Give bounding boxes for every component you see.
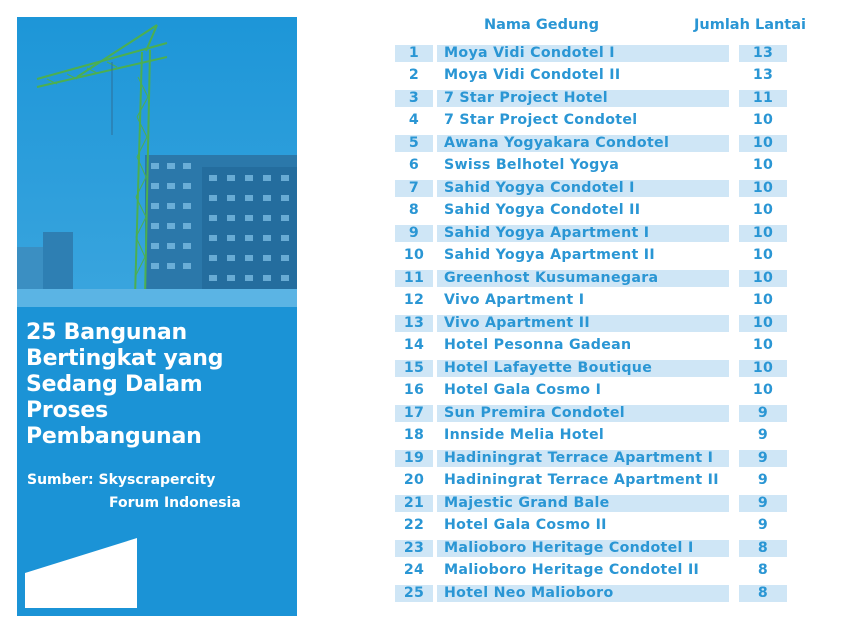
building-name: Hotel Gala Cosmo II bbox=[444, 517, 607, 533]
building-name: Sahid Yogya Apartment II bbox=[444, 247, 655, 263]
building-name: Swiss Belhotel Yogya bbox=[444, 157, 620, 173]
table-row bbox=[395, 312, 795, 335]
floor-count: 9 bbox=[739, 405, 787, 422]
floor-count: 11 bbox=[739, 90, 787, 107]
building-name: Hotel Lafayette Boutique bbox=[437, 360, 729, 377]
floor-count: 9 bbox=[757, 517, 769, 533]
floor-count: 10 bbox=[739, 180, 787, 197]
building-name: Moya Vidi Condotel I bbox=[437, 45, 729, 62]
building-name: Hotel Pesonna Gadean bbox=[444, 337, 632, 353]
table-row bbox=[395, 582, 795, 605]
source-line-2: Forum Indonesia bbox=[109, 495, 241, 511]
table-row bbox=[395, 65, 795, 88]
row-number: 1 bbox=[395, 45, 433, 62]
table-row bbox=[395, 335, 795, 358]
building-name: Awana Yogyakara Condotel bbox=[437, 135, 729, 152]
table-row bbox=[395, 245, 795, 268]
floor-count: 10 bbox=[752, 247, 774, 263]
building-name: Innside Melia Hotel bbox=[444, 427, 605, 443]
building-name: Hotel Neo Malioboro bbox=[437, 585, 729, 602]
row-number: 25 bbox=[395, 585, 433, 602]
row-number: 24 bbox=[403, 562, 425, 578]
floor-count: 10 bbox=[739, 315, 787, 332]
floor-count: 10 bbox=[739, 360, 787, 377]
row-number: 14 bbox=[403, 337, 425, 353]
construction-photo bbox=[17, 17, 297, 307]
row-number: 11 bbox=[395, 270, 433, 287]
row-number: 18 bbox=[403, 427, 425, 443]
floor-count: 13 bbox=[739, 45, 787, 62]
table-row bbox=[395, 200, 795, 223]
building-name: Sahid Yogya Condotel II bbox=[444, 202, 641, 218]
row-number: 12 bbox=[403, 292, 425, 308]
row-number: 8 bbox=[408, 202, 420, 218]
building-name: Hadiningrat Terrace Apartment II bbox=[444, 472, 719, 488]
row-number: 23 bbox=[395, 540, 433, 557]
row-number: 7 bbox=[395, 180, 433, 197]
floor-count: 13 bbox=[752, 67, 774, 83]
row-number: 22 bbox=[403, 517, 425, 533]
building-table bbox=[395, 42, 795, 605]
table-row bbox=[395, 492, 795, 515]
floor-count: 8 bbox=[757, 562, 769, 578]
table-row bbox=[395, 357, 795, 380]
building-name: 7 Star Project Condotel bbox=[444, 112, 638, 128]
building-name: Malioboro Heritage Condotel II bbox=[444, 562, 700, 578]
floor-count: 10 bbox=[752, 292, 774, 308]
row-number: 2 bbox=[408, 67, 420, 83]
table-row bbox=[395, 537, 795, 560]
table-row bbox=[395, 470, 795, 493]
row-number: 20 bbox=[403, 472, 425, 488]
column-header-floors: Jumlah Lantai bbox=[694, 17, 806, 33]
floor-count: 10 bbox=[752, 112, 774, 128]
info-panel bbox=[17, 17, 297, 616]
source-line-1: Sumber: Skyscrapercity bbox=[27, 472, 216, 488]
row-number: 15 bbox=[395, 360, 433, 377]
row-number: 16 bbox=[403, 382, 425, 398]
table-row bbox=[395, 402, 795, 425]
floor-count: 10 bbox=[752, 157, 774, 173]
table-row bbox=[395, 267, 795, 290]
building-name: Vivo Apartment I bbox=[444, 292, 585, 308]
column-header-name: Nama Gedung bbox=[484, 17, 600, 33]
table-row bbox=[395, 222, 795, 245]
building-name: Malioboro Heritage Condotel I bbox=[437, 540, 729, 557]
floor-count: 9 bbox=[757, 427, 769, 443]
building-name: Majestic Grand Bale bbox=[437, 495, 729, 512]
floor-count: 9 bbox=[757, 472, 769, 488]
row-number: 3 bbox=[395, 90, 433, 107]
table-row bbox=[395, 515, 795, 538]
table-row bbox=[395, 425, 795, 448]
row-number: 10 bbox=[403, 247, 425, 263]
row-number: 9 bbox=[395, 225, 433, 242]
floor-count: 9 bbox=[739, 450, 787, 467]
building-name: Sahid Yogya Apartment I bbox=[437, 225, 729, 242]
building-name: Sun Premira Condotel bbox=[437, 405, 729, 422]
building-name: Greenhost Kusumanegara bbox=[437, 270, 729, 287]
table-row bbox=[395, 87, 795, 110]
building-name: Hadiningrat Terrace Apartment I bbox=[437, 450, 729, 467]
row-number: 4 bbox=[408, 112, 420, 128]
table-row bbox=[395, 177, 795, 200]
building-name: 7 Star Project Hotel bbox=[437, 90, 729, 107]
floor-count: 10 bbox=[739, 225, 787, 242]
floor-count: 10 bbox=[752, 382, 774, 398]
row-number: 6 bbox=[408, 157, 420, 173]
panel-title: 25 Bangunan Bertingkat yang Sedang Dalam Proses Pembangunan bbox=[26, 320, 224, 449]
floor-count: 9 bbox=[739, 495, 787, 512]
row-number: 5 bbox=[395, 135, 433, 152]
row-number: 13 bbox=[395, 315, 433, 332]
row-number: 21 bbox=[395, 495, 433, 512]
table-row bbox=[395, 132, 795, 155]
table-row bbox=[395, 42, 795, 65]
row-number: 17 bbox=[395, 405, 433, 422]
table-row bbox=[395, 560, 795, 583]
building-name: Hotel Gala Cosmo I bbox=[444, 382, 602, 398]
table-row bbox=[395, 447, 795, 470]
building-name: Vivo Apartment II bbox=[437, 315, 729, 332]
floor-count: 10 bbox=[752, 202, 774, 218]
table-row bbox=[395, 380, 795, 403]
table-row bbox=[395, 110, 795, 133]
building-name: Sahid Yogya Condotel I bbox=[437, 180, 729, 197]
floor-count: 8 bbox=[739, 585, 787, 602]
floor-count: 10 bbox=[739, 135, 787, 152]
row-number: 19 bbox=[395, 450, 433, 467]
floor-count: 10 bbox=[752, 337, 774, 353]
floor-count: 10 bbox=[739, 270, 787, 287]
table-row bbox=[395, 290, 795, 313]
table-row bbox=[395, 155, 795, 178]
building-name: Moya Vidi Condotel II bbox=[444, 67, 621, 83]
decorative-wedge bbox=[25, 538, 137, 608]
floor-count: 8 bbox=[739, 540, 787, 557]
